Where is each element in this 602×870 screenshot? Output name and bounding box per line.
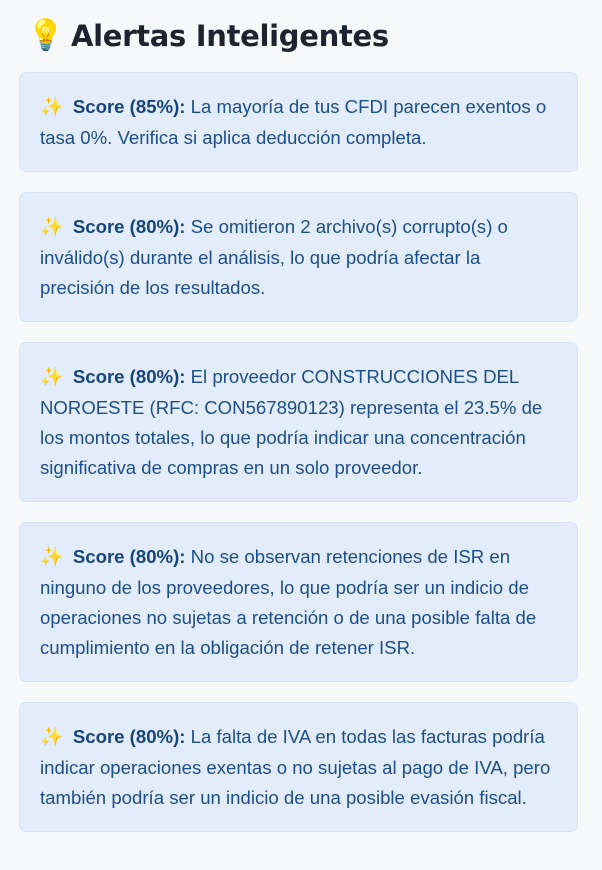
alert-score: Score (80%): [72, 216, 186, 237]
alert-card [19, 342, 578, 502]
sparkles-icon: ✨ [40, 97, 64, 118]
alert-message: El proveedor CONSTRUCCIONES DEL NOROESTE (RFC: CON567890123) representa el 23.5% de los montos totales, lo que podría indicar una concentración significativa de compras en un solo proveedor. [40, 366, 543, 478]
section-header [19, 0, 578, 72]
alert-score: Score (80%): [72, 546, 186, 567]
lightbulb-icon: 💡 [27, 19, 65, 52]
alert-score: Score (85%): [72, 96, 186, 117]
alert-score: Score (80%): [72, 726, 186, 747]
sparkles-icon: ✨ [40, 367, 64, 388]
alerts-list [19, 72, 578, 852]
sparkles-icon: ✨ [40, 727, 64, 748]
alert-message: Se omitieron 2 archivo(s) corrupto(s) o inválido(s) durante el análisis, lo que podría afectar la precisión de los resultados. [40, 216, 508, 298]
alert-card [19, 522, 578, 682]
sparkles-icon: ✨ [40, 547, 64, 568]
alert-message: La falta de IVA en todas las facturas podría indicar operaciones exentas o no sujetas al pago de IVA, pero también podría ser un indicio de una posible evasión fiscal. [40, 726, 551, 808]
alert-card [19, 192, 578, 322]
section-title: Alertas Inteligentes [71, 19, 389, 53]
alert-message: La mayoría de tus CFDI parecen exentos o tasa 0%. Verifica si aplica deducción completa. [40, 96, 547, 148]
alert-score: Score (80%): [72, 366, 186, 387]
alert-card [19, 702, 578, 832]
alert-message: No se observan retenciones de ISR en ninguno de los proveedores, lo que podría ser un indicio de operaciones no sujetas a retención o de una posible falta de cumplimiento en la obligación de retener ISR. [40, 546, 537, 658]
alert-card [19, 72, 578, 172]
sparkles-icon: ✨ [40, 217, 64, 238]
